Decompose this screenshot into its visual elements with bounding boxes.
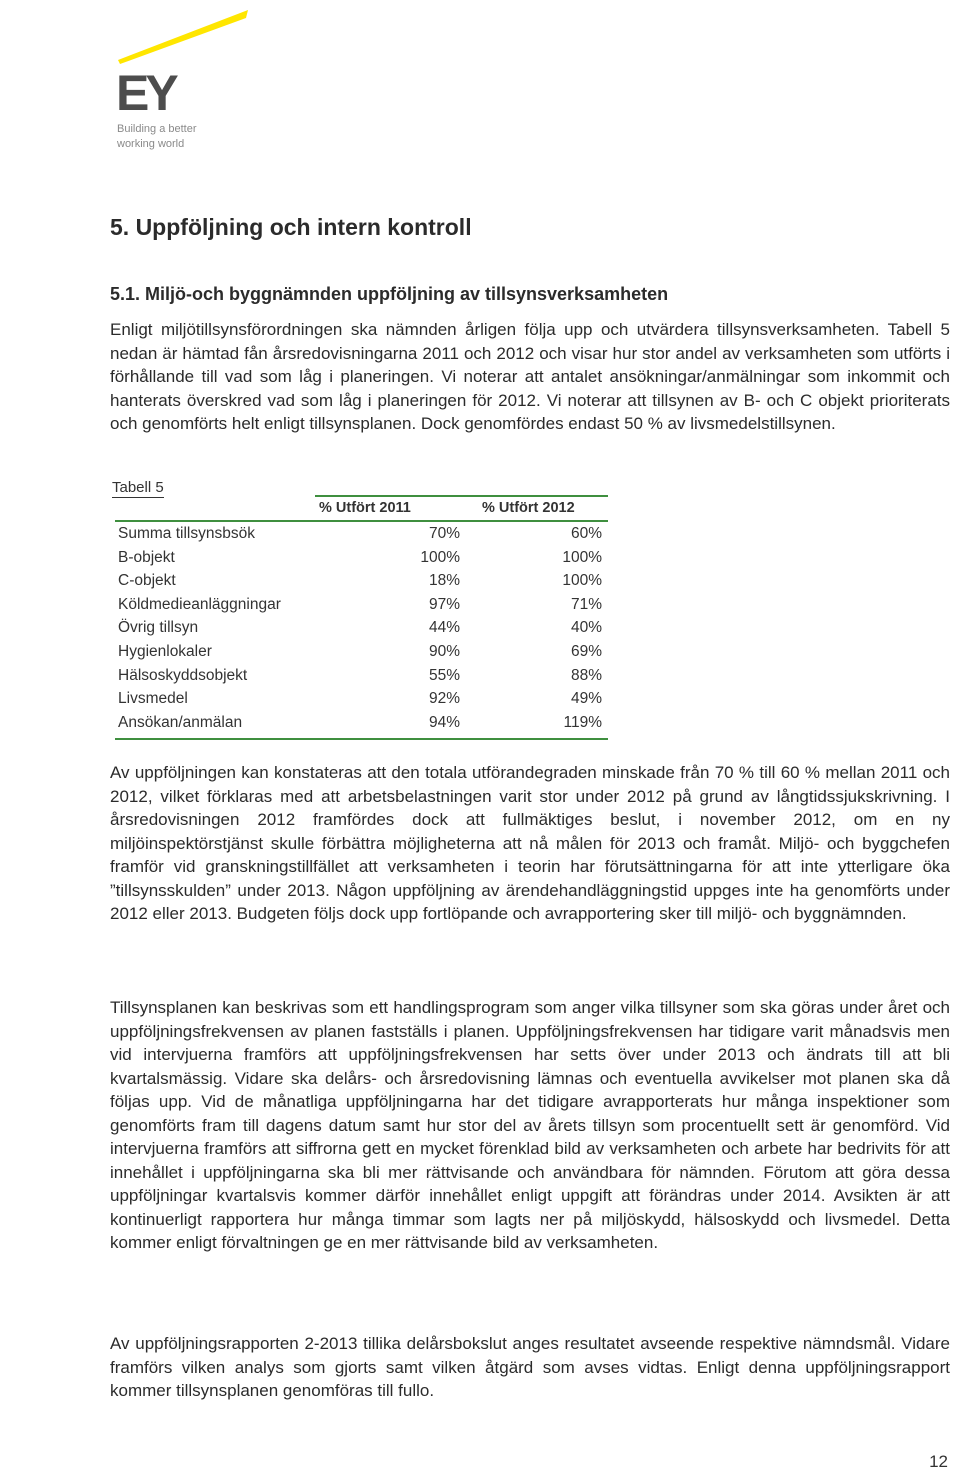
followup-paragraph: Av uppföljningen kan konstateras att den totala utförandegraden minskade från 70 % till 60 % mellan 2011 och 2012, vilket förklaras med att arbetsbelastningen varit stor under 2012 på grund av långtidssjukskrivning. I årsredovisningen 2012 framfördes dock att fullmäktiges beslut, i november 2012, om en ny miljöinspektörstjänst skulle förbättra möjligheterna att nå målen för 2013 och framåt. Miljö- och byggchefen framför vid granskningstillfället att verksamheten i teorin har förutsättningarna för att inte ytterligare öka ”tillsynsskulden” under 2013. Någon uppföljning av ärendehandläggningstid uppges inte ha genomförts under 2012 eller 2013. Budgeten följs dock upp fortlöpande och avrapportering sker till miljö- och byggnämnden. <box>110 763 950 923</box>
value-2011: 92% <box>428 690 460 708</box>
value-2012: 49% <box>570 690 602 708</box>
page-number: 12 <box>929 1452 948 1471</box>
table-row <box>115 570 608 594</box>
table-row <box>115 688 608 712</box>
header-2012: % Utfört 2012 <box>482 500 575 516</box>
intro-paragraph: Enligt miljötillsynsförordningen ska nämnden årligen följa upp och utvärdera tillsynsverksamheten. Tabell 5 nedan är hämtad fån årsredovisningarna 2011 och 2012 och visar hur stor andel av verksamheten som utförts i förhållande till vad som låg i planeringen. Vi noterar att antalet ansökningar/anmälningar som inkommit och hanterats överskred vad som låg i planeringen för 2012. Vi noterar att tillsynen av B- och C objekt prioriterats och genomförts helt enligt tillsynsplanen. Dock genomfördes endast 50 % av livsmedelstillsynen. <box>110 320 950 433</box>
row-label: Övrig tillsyn <box>118 619 199 637</box>
table-row <box>115 617 608 641</box>
value-2011: 90% <box>428 642 460 660</box>
table-header <box>115 495 608 522</box>
table-caption: Tabell 5 <box>112 479 164 496</box>
row-label: Ansökan/anmälan <box>118 713 243 731</box>
ey-logo <box>110 8 270 158</box>
table-row <box>115 641 608 665</box>
report-paragraph: Av uppföljningsrapporten 2-2013 tillika delårsbokslut anges resultatet avseende respektive nämndsmål. Vidare framförs vilken analys som gjorts samt vilken åtgärd som avses vidtas. Enligt denna uppföljningsrapport kommer tillsynsplanen genomföras till fullo. <box>110 1334 950 1400</box>
row-label: Livsmedel <box>118 690 188 708</box>
value-2011: 44% <box>428 619 460 637</box>
table-row <box>115 665 608 689</box>
table-row <box>115 712 608 736</box>
header-2011: % Utfört 2011 <box>319 500 411 516</box>
row-label: Hälsoskyddsobjekt <box>118 666 248 684</box>
value-2012: 88% <box>570 666 602 684</box>
section-heading: 5. Uppföljning och intern kontroll <box>110 214 472 240</box>
logo-tagline: Building a better working world <box>117 123 197 150</box>
value-2012: 60% <box>570 525 602 542</box>
row-label: Köldmedieanläggningar <box>118 595 281 613</box>
value-2012: 100% <box>562 548 602 566</box>
value-2012: 69% <box>570 642 602 660</box>
value-2012: 100% <box>562 572 602 590</box>
value-2011: 94% <box>428 713 460 731</box>
plan-paragraph: Tillsynsplanen kan beskrivas som ett handlingsprogram som anger vilka tillsyner som ska göras under året och uppföljningsfrekvensen av planen fastställs i planen. Uppföljningsfrekvensen har tidigare varit månadsvis men vid intervjuerna framförs att uppföljningsfrekvensen har setts över under 2013 och ändrats till att bli kvartalsmässig. Vidare ska delårs- och årsredovisning lämnas och eventuella avvikelser mot planen ska då följas upp. Vid de månatliga uppföljningarna har det tidigare avrapporterats hur många inspektioner som genomförts fram till dagens datum samt hur stor del av årets tillsyn som procentuellt sett är genomförd. Vid intervjuerna framförs att siffrorna gett en mycket förenklad bild av verksamheten och arbete har bedrivits för att innehållet i uppföljningarna ska bli mer rättvisande och användbara för nämnden. Förutom att göra dessa uppföljningar kvartalsvis kommer därför innehållet enligt uppgift att förändras under 2014. Avsikten är att kontinuerligt rapportera hur många timmar som lagts ner på miljöskydd, hälsoskydd och livsmedel. Detta kommer enligt förvaltningen ge en mer rättvisande bild av verksamheten. <box>110 998 950 1252</box>
logo-letters: EY <box>116 65 175 121</box>
value-2011: 97% <box>428 595 460 613</box>
table-row <box>115 594 608 618</box>
value-2012: 40% <box>570 619 602 637</box>
supervision-table <box>115 495 608 740</box>
value-2011: 70% <box>428 525 460 542</box>
table-body <box>115 522 608 740</box>
row-label: C-objekt <box>118 572 176 590</box>
row-label: Summa tillsynsbsök <box>118 525 255 542</box>
value-2011: 18% <box>428 572 460 590</box>
value-2012: 71% <box>570 595 602 613</box>
value-2011: 100% <box>420 548 460 566</box>
subsection-heading: 5.1. Miljö-och byggnämnden uppföljning av tillsynsverksamheten <box>110 284 669 304</box>
table-row <box>115 523 608 547</box>
value-2012: 119% <box>563 713 602 731</box>
row-label: B-objekt <box>118 548 175 566</box>
value-2011: 55% <box>428 666 460 684</box>
table-row <box>115 547 608 571</box>
row-label: Hygienlokaler <box>118 642 212 660</box>
